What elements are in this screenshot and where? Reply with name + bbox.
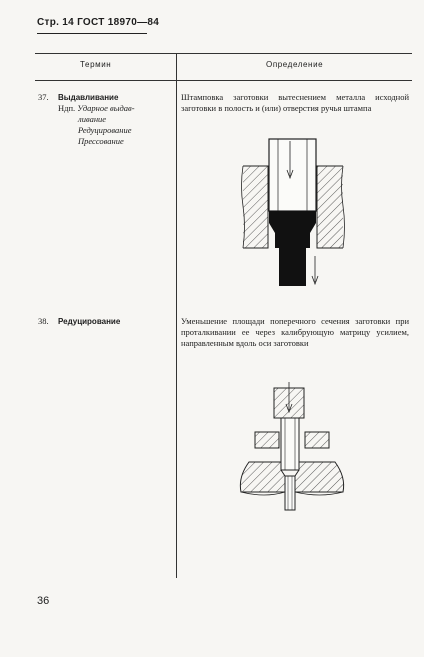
column-header-term: Термин [80,60,112,69]
workpiece [281,418,299,470]
die-right-block [317,166,343,248]
guide-right [305,432,329,448]
term-name: Выдавливание [58,93,119,102]
alt-prefix: Ндп. [58,103,76,113]
definition-38: Уменьшение площади поперечного сечения заготовки при проталкивании ее через калибрующую матрицу усилием, направленным вдоль оси заготовки [181,316,409,348]
page-number: 36 [37,595,50,607]
reduced-part [285,476,295,510]
reduction-diagram [235,380,350,522]
term-37 [38,92,135,147]
die-left-block [243,166,268,248]
matrix-right [295,462,344,492]
term-number: 38. [38,316,49,326]
header-rule [37,33,147,34]
alt-term: Редуцирование [78,125,132,135]
matrix-left [240,462,285,492]
column-header-definition: Определение [266,60,324,69]
alt-term: Прессование [78,136,124,146]
definition-37: Штамповка заготовки вытеснением металла исходной заготовки в полость и (или) отверстия ручья штампа [181,92,409,113]
column-divider [176,53,177,578]
term-38 [38,316,120,327]
extruded-rod [279,236,306,286]
alt-term: ливание [78,114,107,124]
punch [269,139,316,211]
table-top-border [35,53,412,54]
table-header-border [35,80,412,81]
alt-term: Ударное выдав- [77,103,135,113]
page-header: Стр. 14 ГОСТ 18970—84 [37,17,160,28]
term-name: Редуцирование [58,317,121,326]
term-number: 37. [38,92,49,102]
guide-left [255,432,279,448]
extrusion-diagram [238,136,348,288]
